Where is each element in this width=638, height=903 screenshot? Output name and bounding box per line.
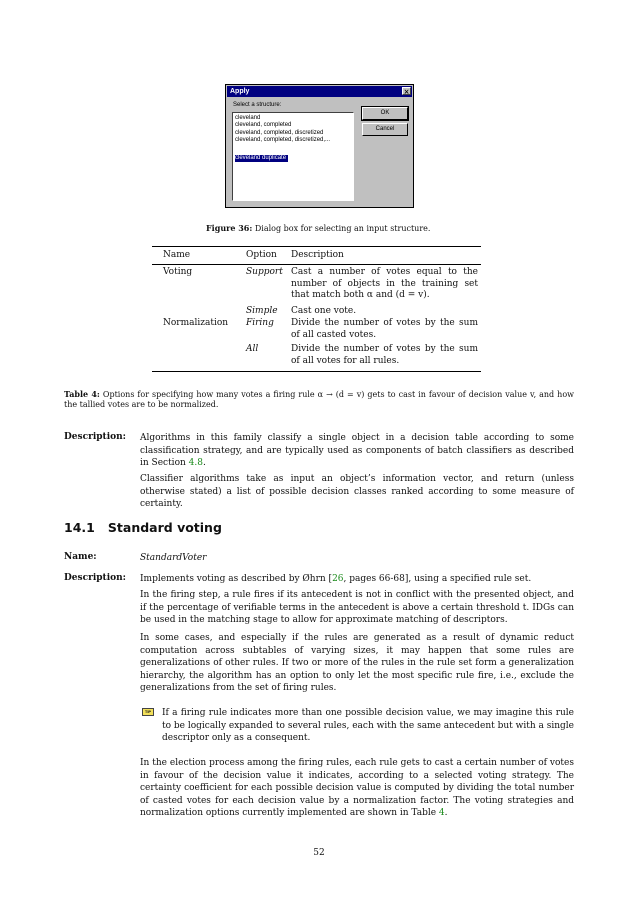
table-cell-description: Divide the number of votes by the sum of all casted votes.	[291, 318, 478, 340]
table-cell-description: Cast one vote.	[291, 306, 357, 316]
figure-caption-label: Figure 36:	[206, 223, 253, 233]
close-icon[interactable]: ×	[403, 87, 410, 96]
description-paragraph	[140, 432, 574, 470]
dialog-title: Apply	[227, 86, 412, 97]
list-item-selected[interactable]: cleveland duplicate	[235, 155, 287, 162]
table-header-description: Description	[291, 250, 344, 260]
table-top-rule	[152, 246, 481, 247]
table-cell-description: Cast a number of votes equal to the number of objects in the training set that match both α and (d = v).	[291, 267, 478, 301]
figure-caption	[206, 223, 430, 234]
dialog-label: Select a structure:	[233, 102, 282, 108]
citation-link[interactable]: 26	[332, 574, 344, 584]
list-item[interactable]: cleveland, completed, discretized	[235, 129, 324, 136]
description-label-2: Description:	[64, 573, 126, 583]
list-item[interactable]: cleveland, completed, discretized,...	[235, 136, 331, 143]
name-value: StandardVoter	[140, 553, 207, 563]
description-p2: In the firing step, a rule fires if its antecedent is not in conflict with the presented object, and if the percentage of verifiable terms in the antecedent is above a certain threshold t. IDGs can be used in the matching stage to allow for approximate matching of descriptors.	[140, 590, 574, 626]
table-caption-text: Options for specifying how many votes a firing rule α → (d = v) gets to cast in favour of decision value v, and how the tallied votes are to be normalized.	[64, 390, 574, 409]
section-number: 14.1	[64, 520, 95, 535]
paragraph-text: , pages 66-68], using a specified rule set.	[343, 574, 532, 584]
section-title: Standard voting	[107, 520, 222, 535]
table-cell-name: Voting	[163, 267, 193, 277]
paragraph-text: In the election process among the firing rules, each rule gets to cast a certain number of votes in favour of the decision value it indicates, according to a selected voting strategy. The certainty coefficient for each possible decision value is computed by dividing the total number of casted votes for each decision value by a normalization factor. The voting strategies and normalization options currently implemented are shown in Table	[140, 758, 574, 819]
apply-dialog	[225, 84, 414, 208]
tip-icon: TIP	[142, 708, 154, 716]
list-item[interactable]: cleveland, completed	[235, 122, 292, 129]
cancel-button[interactable]: Cancel	[362, 123, 408, 136]
paragraph-text: Implements voting as described by Øhrn [	[140, 574, 333, 584]
paragraph-text: .	[202, 458, 206, 469]
description-paragraph-2: Classifier algorithms take as input an object’s information vector, and return (unless otherwise stated) a list of possible decision classes ranked according to some measure of certainty.	[140, 474, 574, 510]
table-cell-option: All	[246, 344, 259, 354]
name-label: Name:	[64, 552, 97, 562]
list-item[interactable]: cleveland	[235, 115, 261, 121]
table-cell-option: Support	[246, 267, 283, 277]
table-caption	[64, 389, 574, 410]
description-label: Description:	[64, 432, 126, 442]
table-bottom-rule	[152, 371, 481, 372]
paragraph-text: .	[444, 808, 448, 819]
page-number: 52	[313, 848, 325, 858]
ok-button[interactable]: OK	[362, 107, 408, 120]
table-header-option: Option	[246, 250, 277, 260]
table-caption-label: Table 4:	[64, 389, 100, 399]
table-cell-description: Divide the number of votes by the sum of all votes for all rules.	[291, 344, 478, 366]
table-link[interactable]: 4	[438, 808, 445, 819]
table-cell-option: Firing	[246, 318, 274, 328]
structure-list[interactable]	[232, 112, 354, 201]
tip-paragraph: If a firing rule indicates more than one possible decision value, we may imagine this rule to be logically expanded to several rules, each with the same antecedent but with a single descriptor only as a consequent.	[162, 708, 574, 744]
table-mid-rule	[152, 264, 481, 265]
table-cell-name: Normalization	[163, 318, 229, 328]
figure-caption-text: Dialog box for selecting an input structure.	[254, 224, 431, 233]
paragraph-text: Algorithms in this family classify a single object in a decision table according to some classification strategy, and are typically used as components of batch classifiers as described in Section	[140, 433, 574, 469]
description-p3: In some cases, and especially if the rules are generated as a result of dynamic reduct computation across subtables of varying sizes, it may happen that some rules are generalizations of other rules. If two or more of the rules in the rule set form a generalization hierarchy, the algorithm has an option to only let the most specific rule fire, i.e., exclude the generalizations from the set of firing rules.	[140, 633, 574, 694]
description-p4	[140, 757, 574, 820]
table-header-name: Name	[163, 250, 191, 260]
description-p1	[140, 573, 574, 586]
table-cell-option: Simple	[246, 306, 278, 316]
section-link[interactable]: 4.8	[188, 458, 203, 469]
section-heading	[64, 520, 222, 535]
